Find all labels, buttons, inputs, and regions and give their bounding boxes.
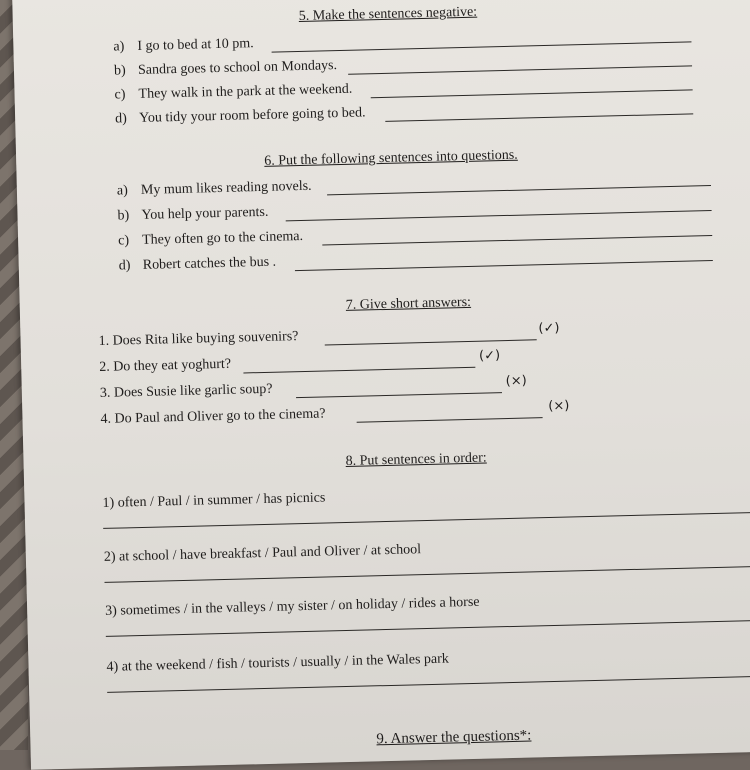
check-mark-icon: (✓): [538, 320, 560, 337]
ex7-question-3: 3. Does Susie like garlic soup?: [99, 381, 273, 401]
worksheet-page: [12, 0, 750, 770]
ex6-letter-c: c): [117, 233, 130, 249]
ex6-letter-b: b): [117, 208, 130, 224]
ex5-heading: 5. Make the sentences negative:: [298, 4, 478, 25]
ex7-heading: 7. Give short answers:: [345, 294, 472, 313]
ex8-heading: 8. Put sentences in order:: [345, 450, 487, 469]
ex8-answer-line-4[interactable]: [107, 676, 750, 693]
cross-mark-icon: (×): [505, 373, 527, 390]
ex6-answer-line-c[interactable]: [322, 235, 712, 246]
ex5-sentence-d: You tidy your room before going to bed.: [138, 105, 366, 126]
ex5-sentence-b: Sandra goes to school on Mondays.: [137, 58, 338, 78]
ex6-answer-line-d[interactable]: [295, 260, 713, 271]
ex6-sentence-c: They often go to the cinema.: [141, 228, 304, 248]
ex6-answer-line-a[interactable]: [327, 185, 711, 195]
ex5-sentence-a: I go to bed at 10 pm.: [137, 36, 254, 54]
ex6-letter-a: a): [116, 183, 129, 199]
ex8-answer-line-3[interactable]: [106, 620, 750, 637]
ex8-item-1: 1) often / Paul / in summer / has picnics: [102, 490, 326, 511]
ex7-question-4: 4. Do Paul and Oliver go to the cinema?: [100, 406, 326, 427]
ex6-sentence-a: My mum likes reading novels.: [140, 178, 312, 198]
ex8-item-3: 3) sometimes / in the valleys / my sister / on holiday / rides a horse: [105, 594, 480, 619]
ex5-letter-c: c): [114, 87, 126, 103]
ex5-letter-b: b): [113, 63, 126, 79]
ex5-answer-line-b[interactable]: [348, 65, 692, 74]
ex5-answer-line-a[interactable]: [272, 41, 692, 52]
ex8-answer-line-1[interactable]: [103, 512, 750, 529]
ex7-answer-line-1[interactable]: [325, 339, 537, 345]
ex6-heading: 6. Put the following sentences into questions.: [264, 147, 518, 169]
ex5-letter-a: a): [113, 39, 125, 55]
ex7-answer-line-4[interactable]: [357, 417, 543, 423]
ex6-letter-d: d): [118, 258, 131, 274]
ex9-heading: 9. Answer the questions*:: [376, 727, 532, 748]
check-mark-icon: (✓): [478, 348, 501, 364]
ex7-answer-line-3[interactable]: [296, 392, 502, 398]
ex7-answer-line-2[interactable]: [243, 367, 475, 374]
ex5-answer-line-c[interactable]: [371, 89, 693, 98]
ex8-item-4: 4) at the weekend / fish / tourists / usually / in the Wales park: [106, 651, 449, 675]
ex5-letter-d: d): [114, 111, 128, 127]
ex5-answer-line-d[interactable]: [385, 113, 693, 122]
ex6-sentence-b: You help your parents.: [141, 204, 269, 223]
ex5-sentence-c: They walk in the park at the weekend.: [138, 81, 353, 102]
ex8-item-2: 2) at school / have breakfast / Paul and Oliver / at school: [103, 542, 422, 565]
ex8-answer-line-2[interactable]: [104, 566, 750, 583]
ex7-question-2: 2. Do they eat yoghurt?: [99, 356, 232, 375]
ex7-question-1: 1. Does Rita like buying souvenirs?: [98, 329, 299, 349]
ex6-sentence-d: Robert catches the bus .: [142, 254, 277, 273]
ex6-answer-line-b[interactable]: [286, 210, 712, 221]
cross-mark-icon: (×): [548, 398, 570, 415]
